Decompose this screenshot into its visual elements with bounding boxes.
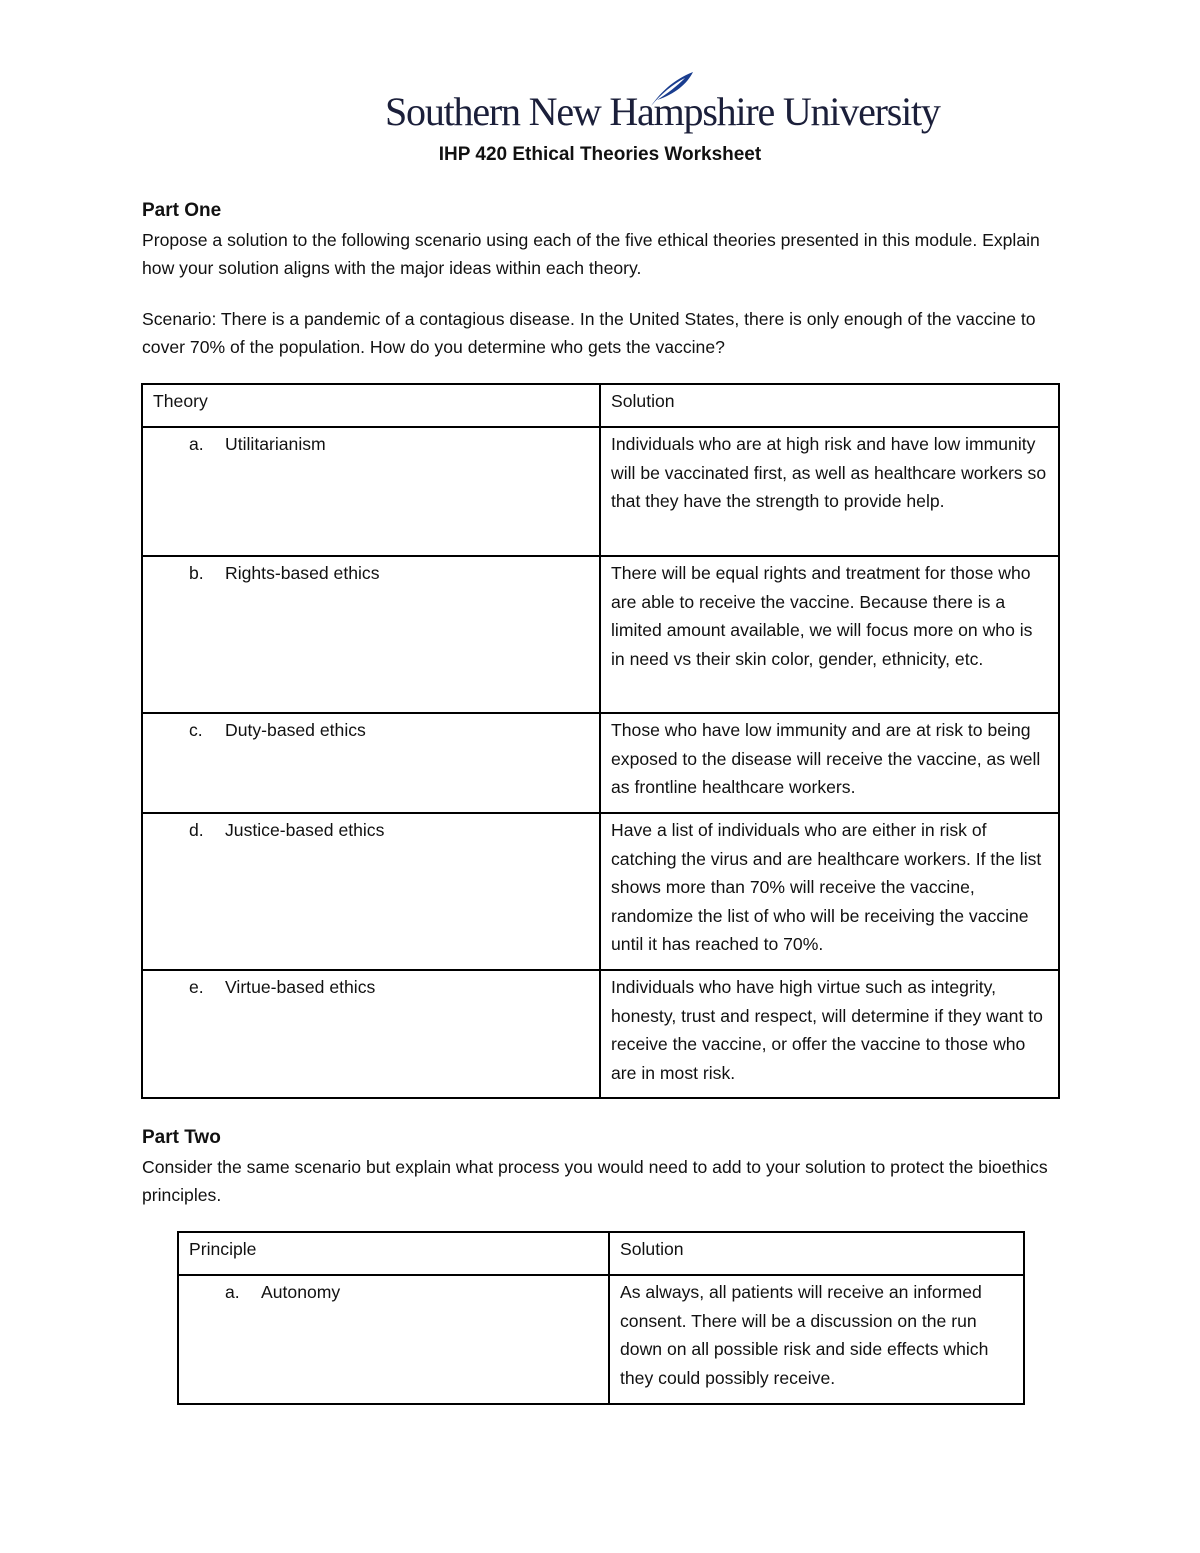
header-principle: Principle xyxy=(178,1232,609,1275)
part-two-instructions: Consider the same scenario but explain what process you would need to add to your solution to protect the bioethics principles. xyxy=(142,1157,1048,1205)
solution-cell: Individuals who have high virtue such as integrity, honesty, trust and respect, will determine if they want to receive the vaccine, or offer the vaccine to those who are in most risk. xyxy=(600,970,1059,1098)
theory-label: Justice-based ethics xyxy=(225,820,385,840)
theories-table xyxy=(141,383,1060,1099)
table-header-row xyxy=(178,1232,1024,1275)
principles-table xyxy=(177,1231,1025,1405)
item-letter: a. xyxy=(225,1282,240,1302)
solution-cell: Have a list of individuals who are either in risk of catching the virus and are healthcare workers. If the list shows more than 70% will receive the vaccine, randomize the list of who will be receiving the vaccine until it has reached to 70%. xyxy=(600,813,1059,970)
header-solution: Solution xyxy=(609,1232,1024,1275)
university-logo xyxy=(385,70,940,140)
header-theory: Theory xyxy=(142,384,600,427)
item-letter: c. xyxy=(189,720,203,740)
logo-wordmark: Southern New Hampshire University xyxy=(385,89,940,134)
solution-cell: Those who have low immunity and are at risk to being exposed to the disease will receive the vaccine, as well as frontline healthcare workers. xyxy=(600,713,1059,813)
worksheet-title: IHP 420 Ethical Theories Worksheet xyxy=(438,144,762,165)
scenario-text: Scenario: There is a pandemic of a contagious disease. In the United States, there is only enough of the vaccine to cover 70% of the population. How do you determine who gets the vaccine? xyxy=(142,309,1036,357)
item-letter: a. xyxy=(189,434,204,454)
theory-cell xyxy=(142,970,600,1098)
table-row xyxy=(142,427,1059,556)
theory-cell xyxy=(142,713,600,813)
table-row xyxy=(142,970,1059,1098)
principle-cell xyxy=(178,1275,609,1404)
table-header-row xyxy=(142,384,1059,427)
item-letter: d. xyxy=(189,820,204,840)
part-two-heading: Part Two xyxy=(142,1127,221,1148)
theory-label: Rights-based ethics xyxy=(225,563,380,583)
feather-icon xyxy=(647,70,697,110)
principle-label: Autonomy xyxy=(261,1282,341,1302)
theory-label: Duty-based ethics xyxy=(225,720,366,740)
item-letter: e. xyxy=(189,977,204,997)
solution-cell: There will be equal rights and treatment for those who are able to receive the vaccine. Because there is a limited amount available, we will focus more on who is in need vs their skin color, gender, ethnicity, etc. xyxy=(600,556,1059,713)
theory-label: Virtue-based ethics xyxy=(225,977,376,997)
theory-cell xyxy=(142,556,600,713)
header-solution: Solution xyxy=(600,384,1059,427)
table-row xyxy=(178,1275,1024,1404)
table-row xyxy=(142,556,1059,713)
theory-cell xyxy=(142,813,600,970)
table-row xyxy=(142,713,1059,813)
part-one-instructions: Propose a solution to the following scenario using each of the five ethical theories presented in this module. Explain how your solution aligns with the major ideas within each theory. xyxy=(142,230,1040,278)
solution-cell: As always, all patients will receive an informed consent. There will be a discussion on the run down on all possible risk and side effects which they could possibly receive. xyxy=(609,1275,1024,1404)
table-row xyxy=(142,813,1059,970)
part-one-heading: Part One xyxy=(142,200,222,221)
theory-cell xyxy=(142,427,600,556)
solution-cell: Individuals who are at high risk and have low immunity will be vaccinated first, as well as healthcare workers so that they have the strength to provide help. xyxy=(600,427,1059,556)
item-letter: b. xyxy=(189,563,204,583)
theory-label: Utilitarianism xyxy=(225,434,326,454)
